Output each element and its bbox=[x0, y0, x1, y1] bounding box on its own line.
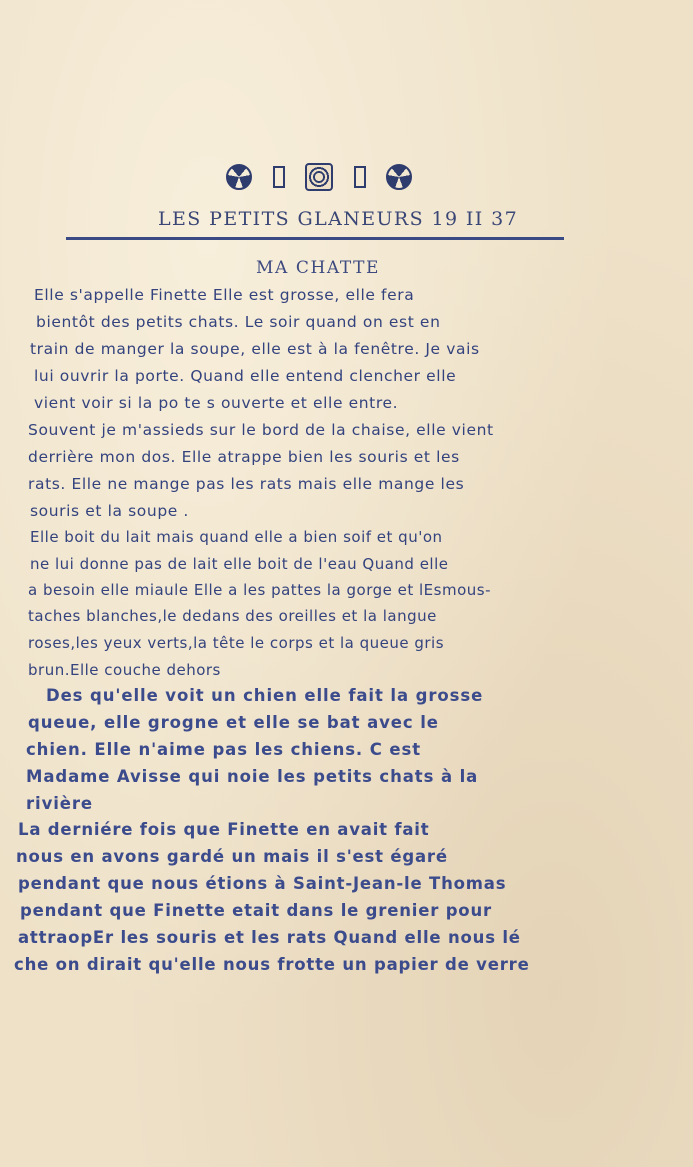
text-line: bientôt des petits chats. Le soir quand on est en bbox=[36, 313, 441, 331]
text-line: Souvent je m'assieds sur le bord de la chaise, elle vient bbox=[28, 421, 494, 439]
text-line: pendant que nous étions à Saint-Jean-le Thomas bbox=[18, 874, 507, 893]
box-ornament-icon bbox=[354, 166, 366, 188]
text-line: Des qu'elle voit un chien elle fait la grosse bbox=[46, 686, 484, 705]
text-line: La derniére fois que Finette en avait fait bbox=[18, 820, 430, 839]
header-ornaments bbox=[226, 160, 412, 194]
sun-ornament-icon bbox=[305, 163, 333, 191]
text-line: attraopEr les souris et les rats Quand elle nous lé bbox=[18, 928, 521, 947]
text-line: a besoin elle miaule Elle a les pattes la gorge et lEsmous- bbox=[28, 581, 491, 599]
box-ornament-icon bbox=[273, 166, 285, 188]
text-line: derrière mon dos. Elle atrappe bien les souris et les bbox=[28, 448, 460, 466]
text-line: che on dirait qu'elle nous frotte un papier de verre bbox=[14, 955, 530, 974]
wheel-ornament-icon bbox=[386, 164, 412, 190]
journal-title: LES PETITS GLANEURS 19 II 37 bbox=[158, 208, 519, 230]
text-line: Elle boit du lait mais quand elle a bien soif et qu'on bbox=[30, 528, 443, 546]
text-line: pendant que Finette etait dans le grenier pour bbox=[20, 901, 492, 920]
text-line: ne lui donne pas de lait elle boit de l'eau Quand elle bbox=[30, 555, 449, 573]
text-line: souris et la soupe . bbox=[30, 502, 189, 520]
text-line: lui ouvrir la porte. Quand elle entend clencher elle bbox=[34, 367, 457, 385]
text-line: vient voir si la po te s ouverte et elle entre. bbox=[34, 394, 399, 412]
text-line: brun.Elle couche dehors bbox=[28, 661, 221, 679]
wheel-ornament-icon bbox=[226, 164, 252, 190]
text-line: queue, elle grogne et elle se bat avec le bbox=[28, 713, 439, 732]
text-line: Madame Avisse qui noie les petits chats à la bbox=[26, 767, 479, 786]
text-line: train de manger la soupe, elle est à la fenêtre. Je vais bbox=[30, 340, 480, 358]
text-line: rats. Elle ne mange pas les rats mais elle mange les bbox=[28, 475, 465, 493]
text-line: chien. Elle n'aime pas les chiens. C est bbox=[26, 740, 421, 759]
text-line: roses,les yeux verts,la tête le corps et la queue gris bbox=[28, 634, 445, 652]
text-line: nous en avons gardé un mais il s'est égaré bbox=[16, 847, 448, 866]
text-line: Elle s'appelle Finette Elle est grosse, elle fera bbox=[34, 286, 415, 304]
header-divider bbox=[66, 237, 564, 240]
text-line: taches blanches,le dedans des oreilles et la langue bbox=[28, 607, 437, 625]
text-line: rivière bbox=[26, 794, 94, 813]
story-title: MA CHATTE bbox=[256, 258, 381, 278]
